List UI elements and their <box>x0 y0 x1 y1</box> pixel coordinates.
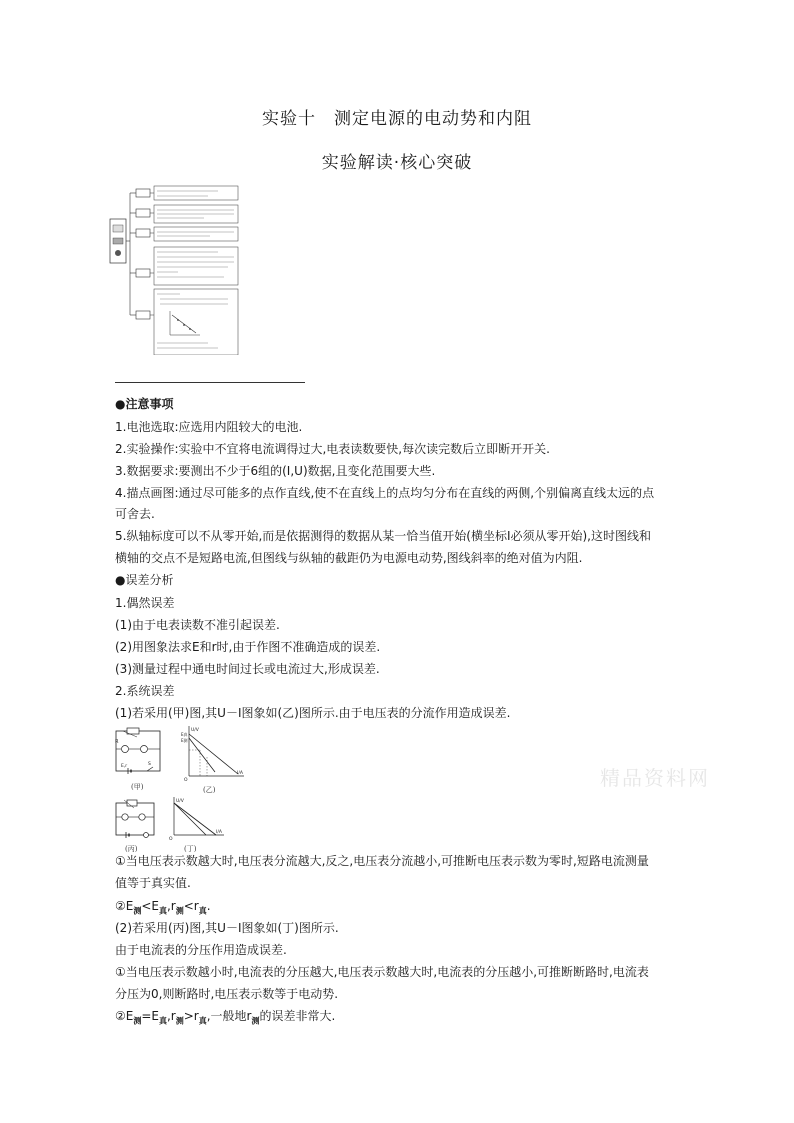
note-item: 2.实验操作:实验中不宜将电流调得过大,电表读数要快,每次读完数后立即断开开关. <box>115 442 550 456</box>
section-divider <box>115 382 305 383</box>
page-title: 实验十 测定电源的电动势和内阻 <box>262 109 532 129</box>
circuit-label-r: R <box>115 739 119 745</box>
graph-ding-origin: O <box>169 837 173 842</box>
graph-yi <box>180 724 246 784</box>
graph-yi-origin: O <box>184 778 188 783</box>
graph-ding <box>166 795 226 843</box>
notes-heading: ●注意事项 <box>115 397 174 411</box>
watermark: 精品资料网 <box>600 766 710 790</box>
note-item: 3.数据要求:要测出不少于6组的(I,U)数据,且变化范围要大些. <box>115 464 436 478</box>
experiment-mindmap-diagram <box>108 183 244 355</box>
note-item: 5.纵轴标度可以不从零开始,而是依据测得的数据从某一恰当值开始(横坐标I必须从零开始),这时图线和 <box>115 529 651 543</box>
figure-caption-bing: (丙) <box>125 845 138 853</box>
circuit-label-er: E,r <box>121 764 128 769</box>
circuit-diagram-bing <box>113 797 159 841</box>
note-item: 1.电池选取:应选用内阻较大的电池. <box>115 420 303 434</box>
graph-yi-axis-x: I/A <box>237 771 243 776</box>
graph-ding-axis-y: U/V <box>176 799 184 804</box>
case2-point1-line2: 分压为0,则断路时,电压表示数等于电动势. <box>115 987 339 1001</box>
accidental-error-title: 1.偶然误差 <box>115 596 175 610</box>
circuit-diagram-jia <box>113 727 165 779</box>
case1-description: (1)若采用(甲)图,其U－I图象如(乙)图所示.由于电压表的分流作用造成误差. <box>115 706 511 720</box>
note-item: 横轴的交点不是短路电流,但图线与纵轴的截距仍为电源电动势,图线斜率的绝对值为内阻. <box>115 551 583 565</box>
case1-point2: $②E_测<E_真,r_测<r_真$. <box>115 899 211 916</box>
circuit-label-s: S <box>148 762 151 767</box>
case2-description: (2)若采用(丙)图,其U－I图象如(丁)图所示. <box>115 921 339 935</box>
note-item: 4.描点画图:通过尽可能多的点作直线,使不在直线上的点均匀分布在直线的两侧,个别偏离直线太远的点 <box>115 486 655 500</box>
systematic-error-title: 2.系统误差 <box>115 684 175 698</box>
note-item: 可舍去. <box>115 507 155 521</box>
case1-point1-line2: 值等于真实值. <box>115 876 191 890</box>
figure-caption-jia: (甲) <box>131 783 144 791</box>
case2-point2: $②E_测=E_真,r_测>r_真$,一般地$r_测$的误差非常大. <box>115 1009 336 1026</box>
figure-caption-ding: (丁) <box>184 845 197 853</box>
graph-yi-e-true: E真 <box>181 732 188 737</box>
case1-point1-line1: ①当电压表示数越大时,电压表分流越大,反之,电压表分流越小,可推断电压表示数为零时,短路电流测量 <box>115 854 649 868</box>
figure-caption-yi: (乙) <box>203 786 216 794</box>
graph-yi-e-meas: E测 <box>181 738 188 743</box>
page-subtitle: 实验解读·核心突破 <box>321 153 473 173</box>
accidental-error-item: (1)由于电表读数不准引起误差. <box>115 618 280 632</box>
graph-ding-axis-x: I/A <box>216 830 222 835</box>
accidental-error-item: (2)用图象法求E和r时,由于作图不准确造成的误差. <box>115 640 381 654</box>
error-heading: ●误差分析 <box>115 573 174 587</box>
case2-point1-line1: ①当电压表示数越小时,电流表的分压越大,电压表示数越大时,电流表的分压越小,可推断断路时,电流表 <box>115 965 649 979</box>
case2-cause: 由于电流表的分压作用造成误差. <box>115 943 287 957</box>
graph-yi-axis-y: U/V <box>191 728 199 733</box>
accidental-error-item: (3)测量过程中通电时间过长或电流过大,形成误差. <box>115 662 380 676</box>
